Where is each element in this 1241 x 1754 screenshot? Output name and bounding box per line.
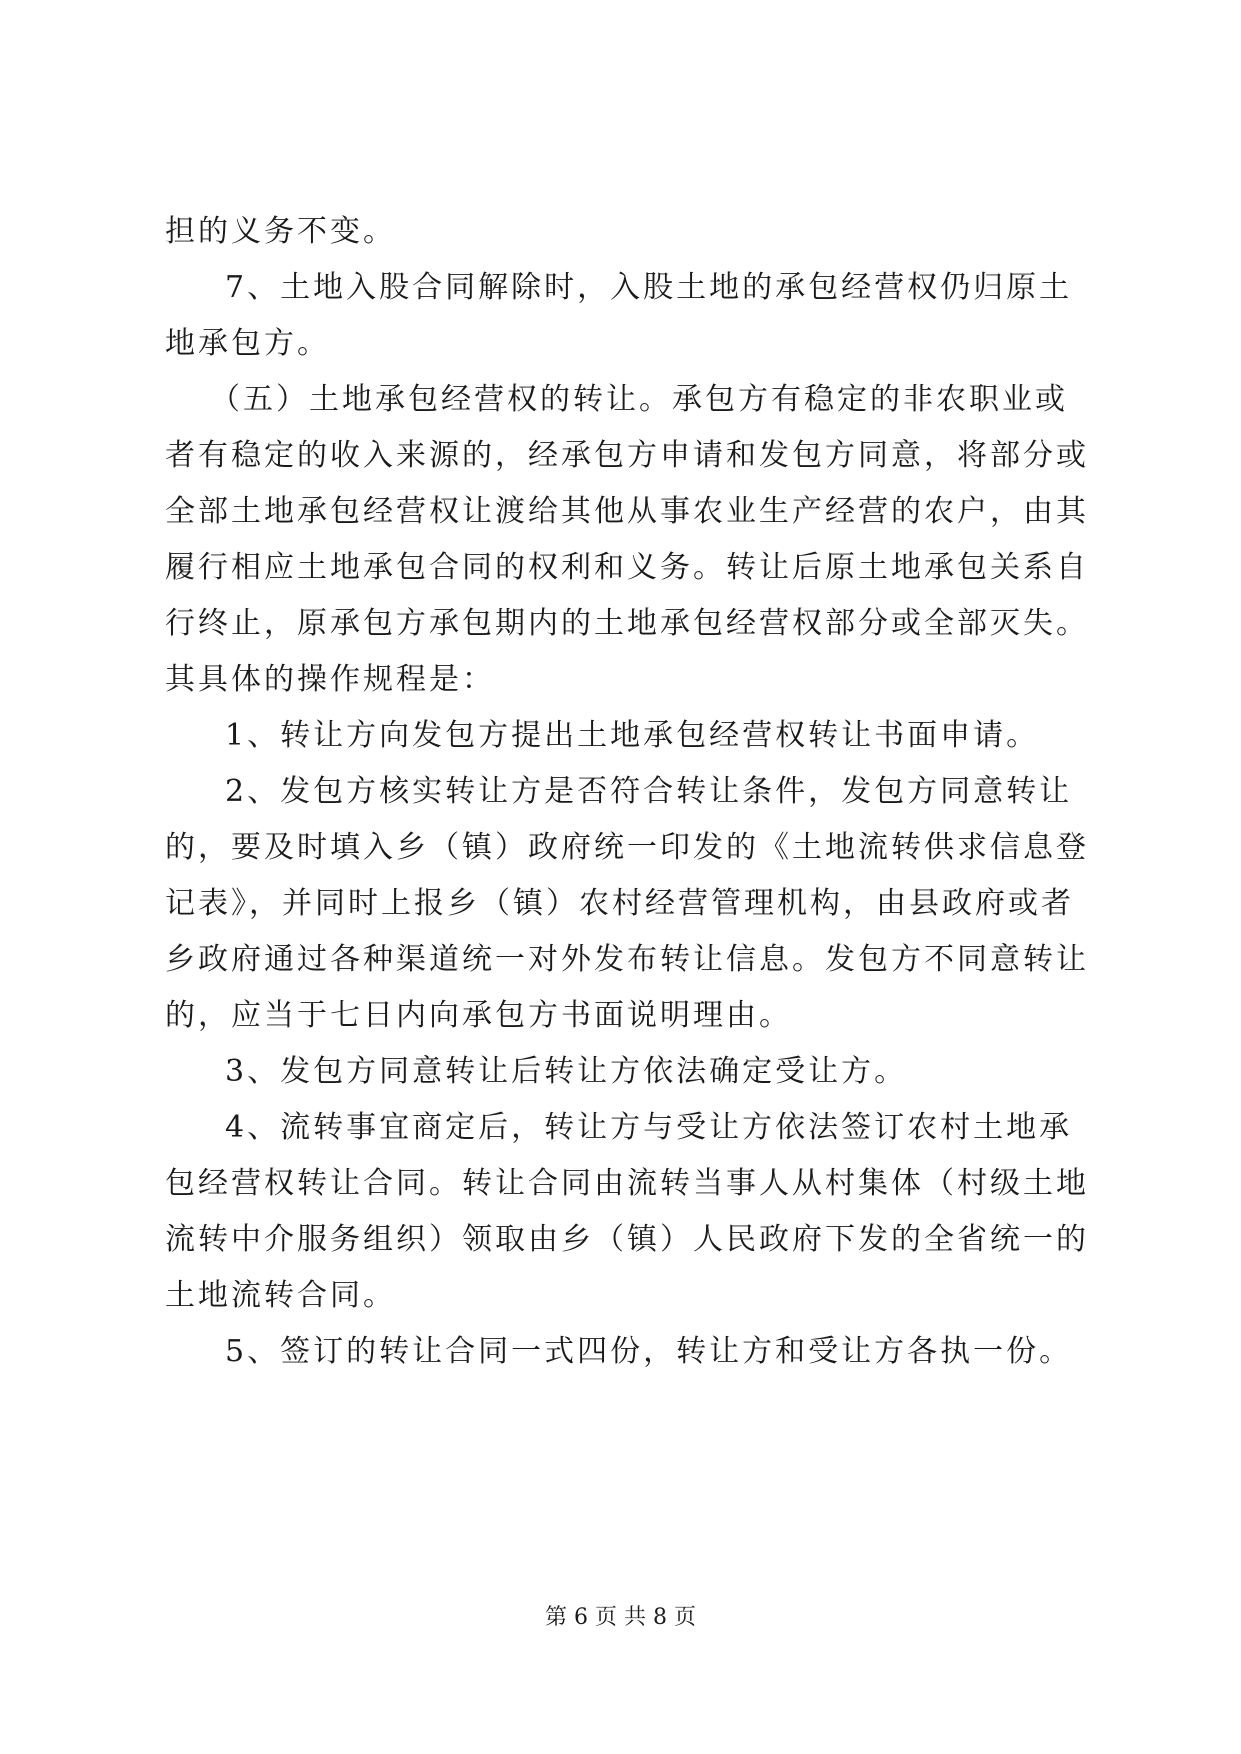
text-line: 其具体的操作规程是： (165, 662, 495, 697)
text-line: 担的义务不变。 (165, 214, 396, 249)
text-line: 地承包方。 (165, 326, 330, 361)
text-line: 的，应当于七日内向承包方书面说明理由。 (165, 998, 792, 1033)
text-line: 4、流转事宜商定后，转让方与受让方依法签订农村土地承 (225, 1110, 1073, 1145)
text-line: （五）土地承包经营权的转让。承包方有稳定的非农职业或 (210, 382, 1068, 417)
text-line: 5、签订的转让合同一式四份，转让方和受让方各执一份。 (225, 1334, 1073, 1369)
text-line: 行终止，原承包方承包期内的土地承包经营权部分或全部灭失。 (165, 606, 1089, 641)
text-line: 土地流转合同。 (165, 1278, 396, 1313)
text-line: 包经营权转让合同。转让合同由流转当事人从村集体（村级土地 (165, 1166, 1089, 1201)
text-line: 记表》，并同时上报乡（镇）农村经营管理机构，由县政府或者 (165, 886, 1074, 921)
text-line: 2、发包方核实转让方是否符合转让条件，发包方同意转让 (225, 774, 1073, 809)
text-line: 的，要及时填入乡（镇）政府统一印发的《土地流转供求信息登 (165, 830, 1089, 865)
text-line: 流转中介服务组织）领取由乡（镇）人民政府下发的全省统一的 (165, 1222, 1089, 1257)
text-line: 全部土地承包经营权让渡给其他从事农业生产经营的农户，由其 (165, 494, 1089, 529)
page-number-footer: 第 6 页 共 8 页 (545, 1605, 696, 1630)
text-line: 乡政府通过各种渠道统一对外发布转让信息。发包方不同意转让 (165, 942, 1089, 977)
text-line: 履行相应土地承包合同的权利和义务。转让后原土地承包关系自 (165, 550, 1089, 585)
text-line: 3、发包方同意转让后转让方依法确定受让方。 (225, 1054, 908, 1089)
text-line: 7、土地入股合同解除时，入股土地的承包经营权仍归原土 (225, 270, 1073, 305)
text-line: 者有稳定的收入来源的，经承包方申请和发包方同意，将部分或 (165, 438, 1089, 473)
text-line: 1、转让方向发包方提出土地承包经营权转让书面申请。 (225, 718, 1040, 753)
